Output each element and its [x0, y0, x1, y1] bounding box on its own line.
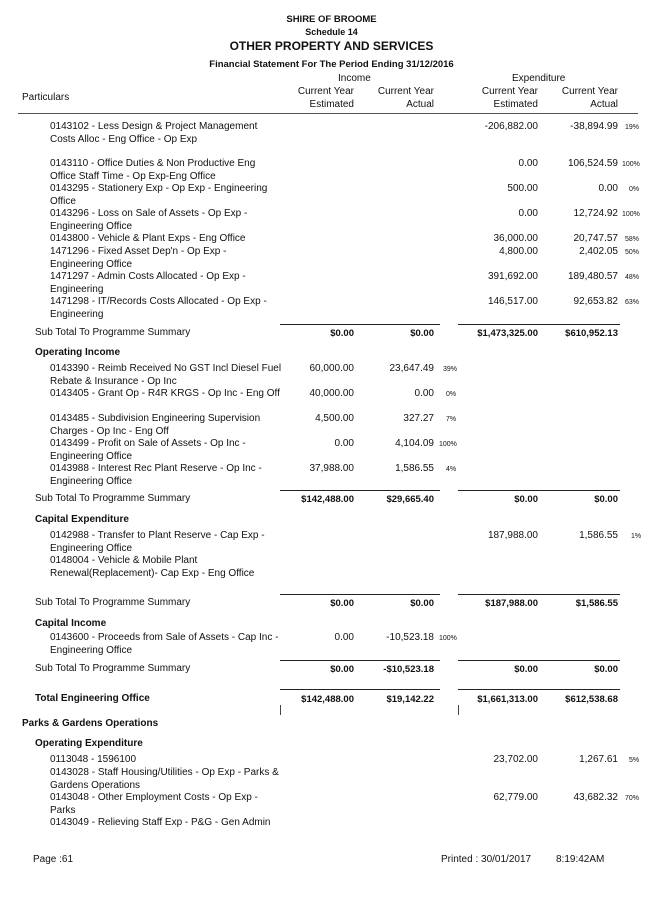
page-number: Page :61	[33, 854, 74, 865]
eng-opex-exp-pct-2: 0%	[629, 186, 640, 193]
total-rule-exp	[458, 689, 620, 690]
capex-exp-pct-0: 1%	[631, 533, 642, 540]
subtotal-1-rule-income	[280, 324, 440, 325]
parks-desc-2: 0143048 - Other Employment Costs - Op Exp - Parks	[50, 792, 258, 816]
eng-opex-exp-act-4: 20,747.57	[573, 233, 618, 244]
subtotal-2-rule-income	[280, 490, 440, 491]
subtotal-4-rule-exp	[458, 660, 620, 661]
eng-opex-exp-est-0: -206,882.00	[484, 121, 538, 132]
parks-desc-3: 0143049 - Relieving Staff Exp - P&G - Gen Admin	[50, 817, 271, 828]
subtotal-3-rule-income	[280, 594, 440, 595]
total-exp-est: $1,661,313.00	[477, 694, 538, 705]
eng-opex-exp-act-3: 12,724.92	[573, 208, 618, 219]
capital-income-heading: Capital Income	[35, 618, 107, 629]
opinc-inc-pct-2: 7%	[446, 416, 457, 423]
parks-desc-1: 0143028 - Staff Housing/Utilities - Op Exp - Parks & Gardens Operations	[50, 767, 279, 791]
eng-opex-exp-est-6: 391,692.00	[487, 271, 538, 282]
parks-exp-est-2: 62,779.00	[493, 792, 538, 803]
capinc-inc-act-0: -10,523.18	[386, 632, 434, 643]
eng-opex-exp-est-4: 36,000.00	[493, 233, 538, 244]
inc-est-header-1: Current Year	[297, 86, 354, 97]
subtotal-2-label: Sub Total To Programme Summary	[35, 493, 191, 504]
subtotal-4-exp-est: $0.00	[514, 664, 538, 675]
subtotal-1-exp-act: $610,952.13	[565, 328, 618, 339]
total-label: Total Engineering Office	[35, 693, 150, 704]
opinc-inc-act-3: 4,104.09	[395, 438, 434, 449]
eng-opex-exp-act-1: 106,524.59	[567, 158, 618, 169]
opinc-inc-pct-3: 100%	[439, 441, 457, 448]
opinc-inc-est-4: 37,988.00	[309, 463, 354, 474]
parks-exp-pct-0: 5%	[629, 757, 640, 764]
opinc-inc-est-1: 40,000.00	[309, 388, 354, 399]
eng-opex-exp-act-7: 92,653.82	[573, 296, 618, 307]
subtotal-3-exp-est: $187,988.00	[485, 598, 538, 609]
report-title: OTHER PROPERTY AND SERVICES	[229, 39, 434, 53]
eng-opex-exp-pct-7: 63%	[625, 299, 640, 306]
eng-opex-desc-0: 0143102 - Less Design & Project Management Costs Alloc - Eng Office - Op Exp	[50, 121, 258, 145]
opinc-inc-act-0: 23,647.49	[389, 363, 434, 374]
inc-act-header-2: Actual	[406, 99, 434, 110]
subtotal-1-label: Sub Total To Programme Summary	[35, 327, 191, 338]
opinc-desc-0: 0143390 - Reimb Received No GST Incl Diesel Fuel Rebate & Insurance - Op Inc	[50, 363, 282, 387]
subtotal-2-rule-exp	[458, 490, 620, 491]
opinc-desc-1: 0143405 - Grant Op - R4R KRGS - Op Inc - Eng Off	[50, 388, 280, 399]
eng-opex-exp-est-5: 4,800.00	[499, 246, 538, 257]
capex-exp-est-0: 187,988.00	[487, 530, 538, 541]
printed-time: 8:19:42AM	[556, 854, 605, 865]
subtotal-2-inc-est: $142,488.00	[301, 494, 354, 505]
eng-opex-desc-3: 0143296 - Loss on Sale of Assets - Op Exp - Engineering Office	[50, 208, 248, 232]
subtotal-4-inc-est: $0.00	[330, 664, 354, 675]
opinc-desc-4: 0143988 - Interest Rec Plant Reserve - Op Inc - Engineering Office	[50, 463, 262, 487]
capex-exp-act-0: 1,586.55	[579, 530, 618, 541]
operating-income-heading: Operating Income	[35, 347, 121, 358]
exp-act-header-2: Actual	[590, 99, 618, 110]
opinc-inc-act-2: 327.27	[403, 413, 434, 424]
parks-heading: Parks & Gardens Operations	[22, 718, 159, 729]
subtotal-3-inc-est: $0.00	[330, 598, 354, 609]
eng-opex-exp-act-5: 2,402.05	[579, 246, 618, 257]
opinc-desc-3: 0143499 - Profit on Sale of Assets - Op Inc - Engineering Office	[50, 438, 246, 462]
inc-act-header-1: Current Year	[377, 86, 434, 97]
subtotal-3-exp-act: $1,586.55	[575, 598, 618, 609]
subtotal-4-rule-income	[280, 660, 440, 661]
parks-opex-heading: Operating Expenditure	[35, 738, 143, 749]
subtotal-1-inc-est: $0.00	[330, 328, 354, 339]
total-inc-est: $142,488.00	[301, 694, 354, 705]
capex-desc-1: 0148004 - Vehicle & Mobile Plant Renewal(Replacement)- Cap Exp - Eng Office	[50, 555, 255, 579]
exp-act-header-1: Current Year	[561, 86, 618, 97]
capinc-desc-0: 0143600 - Proceeds from Sale of Assets - Cap Inc - Engineering Office	[50, 632, 279, 656]
subtotal-4-exp-act: $0.00	[594, 664, 618, 675]
opinc-inc-est-3: 0.00	[334, 438, 354, 449]
total-tick-left	[280, 705, 281, 715]
opinc-desc-2: 0143485 - Subdivision Engineering Supervision Charges - Op Inc - Eng Off	[50, 413, 261, 437]
eng-opex-exp-est-1: 0.00	[518, 158, 538, 169]
subtotal-4-label: Sub Total To Programme Summary	[35, 663, 191, 674]
eng-opex-exp-est-2: 500.00	[507, 183, 538, 194]
subtotal-3-label: Sub Total To Programme Summary	[35, 597, 191, 608]
eng-opex-desc-6: 1471297 - Admin Costs Allocated - Op Exp - Engineering	[50, 271, 246, 295]
eng-opex-exp-est-3: 0.00	[518, 208, 538, 219]
eng-opex-desc-7: 1471298 - IT/Records Costs Allocated - Op Exp - Engineering	[50, 296, 267, 320]
capinc-inc-est-0: 0.00	[334, 632, 354, 643]
subtotal-3-inc-act: $0.00	[410, 598, 434, 609]
opinc-inc-est-0: 60,000.00	[309, 363, 354, 374]
eng-opex-exp-pct-1: 100%	[622, 161, 640, 168]
org-name: SHIRE OF BROOME	[286, 14, 377, 25]
schedule-label: Schedule 14	[305, 27, 358, 37]
opinc-inc-act-4: 1,586.55	[395, 463, 434, 474]
eng-opex-exp-pct-0: 19%	[625, 124, 640, 131]
period-label: Financial Statement For The Period Ending 31/12/2016	[209, 59, 454, 70]
total-rule-income	[280, 689, 440, 690]
particulars-header: Particulars	[22, 92, 70, 103]
capex-desc-0: 0142988 - Transfer to Plant Reserve - Cap Exp - Engineering Office	[50, 530, 265, 554]
parks-exp-pct-2: 70%	[625, 795, 640, 802]
header-rule	[18, 113, 638, 114]
subtotal-3-rule-exp	[458, 594, 620, 595]
subtotal-2-exp-est: $0.00	[514, 494, 538, 505]
subtotal-1-exp-est: $1,473,325.00	[477, 328, 538, 339]
eng-opex-exp-pct-5: 50%	[625, 249, 640, 256]
eng-opex-desc-1: 0143110 - Office Duties & Non Productive Eng Office Staff Time - Op Exp-Eng Office	[50, 158, 256, 182]
total-exp-act: $612,538.68	[565, 694, 618, 705]
parks-exp-est-0: 23,702.00	[493, 754, 538, 765]
subtotal-4-inc-act: -$10,523.18	[383, 664, 434, 675]
total-inc-act: $19,142.22	[386, 694, 434, 705]
eng-opex-exp-pct-6: 48%	[625, 274, 640, 281]
opinc-inc-pct-4: 4%	[446, 466, 457, 473]
eng-opex-desc-5: 1471296 - Fixed Asset Dep'n - Op Exp - Engineering Office	[50, 246, 227, 270]
eng-opex-exp-est-7: 146,517.00	[487, 296, 538, 307]
eng-opex-exp-act-6: 189,480.57	[567, 271, 618, 282]
parks-exp-act-2: 43,682.32	[573, 792, 618, 803]
expenditure-header: Expenditure	[512, 73, 566, 84]
capinc-inc-pct-0: 100%	[439, 635, 457, 642]
total-tick-right	[458, 705, 459, 715]
eng-opex-desc-4: 0143800 - Vehicle & Plant Exps - Eng Office	[50, 233, 246, 244]
exp-est-header-1: Current Year	[481, 86, 538, 97]
exp-est-header-2: Estimated	[493, 99, 538, 110]
subtotal-1-inc-act: $0.00	[410, 328, 434, 339]
income-header: Income	[338, 73, 371, 84]
opinc-inc-est-2: 4,500.00	[315, 413, 354, 424]
eng-opex-desc-2: 0143295 - Stationery Exp - Op Exp - Engineering Office	[50, 183, 268, 207]
eng-opex-exp-pct-3: 100%	[622, 211, 640, 218]
printed-date: Printed : 30/01/2017	[441, 854, 532, 865]
opinc-inc-pct-1: 0%	[446, 391, 457, 398]
subtotal-1-rule-exp	[458, 324, 620, 325]
subtotal-2-inc-act: $29,665.40	[386, 494, 434, 505]
eng-opex-exp-act-0: -38,894.99	[570, 121, 618, 132]
parks-desc-0: 0113048 - 1596100	[50, 754, 137, 765]
eng-opex-exp-act-2: 0.00	[598, 183, 618, 194]
parks-exp-act-0: 1,267.61	[579, 754, 618, 765]
opinc-inc-act-1: 0.00	[414, 388, 434, 399]
capital-expenditure-heading: Capital Expenditure	[35, 514, 129, 525]
opinc-inc-pct-0: 39%	[443, 366, 458, 373]
subtotal-2-exp-act: $0.00	[594, 494, 618, 505]
eng-opex-exp-pct-4: 58%	[625, 236, 640, 243]
inc-est-header-2: Estimated	[309, 99, 354, 110]
